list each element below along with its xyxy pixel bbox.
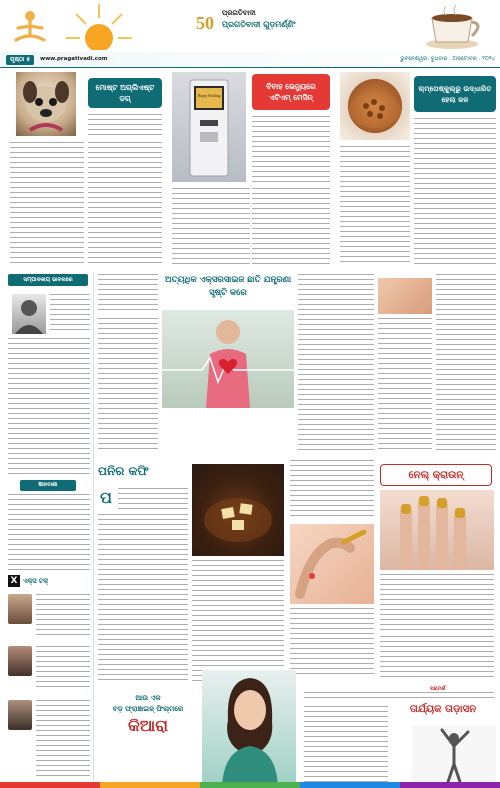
honey-body-right bbox=[414, 118, 496, 266]
person-icon bbox=[12, 294, 46, 334]
runner-chest-pain-icon bbox=[162, 310, 294, 408]
story-yoga bbox=[300, 686, 498, 786]
x-talk-avatar-2 bbox=[8, 646, 32, 676]
yoga-label: ପରାମର୍ଶ bbox=[430, 686, 446, 692]
page-number: ପୃଷ୍ଠା ୫ bbox=[6, 55, 34, 65]
sidebar-quote-text bbox=[8, 494, 90, 570]
meditation-icon bbox=[8, 8, 52, 52]
paneer-intro bbox=[118, 488, 188, 510]
x-logo-icon: X bbox=[8, 575, 20, 587]
kiara-headline-box bbox=[96, 690, 200, 786]
knee-photo bbox=[378, 278, 432, 314]
atm-photo bbox=[172, 72, 246, 182]
dog-body-right bbox=[88, 114, 162, 136]
masthead bbox=[0, 0, 500, 70]
actress-icon bbox=[202, 670, 296, 786]
bottom-color-bar bbox=[0, 782, 500, 788]
atm-screen-text: Happy Wedding bbox=[197, 94, 221, 98]
story-dog bbox=[2, 70, 164, 270]
nail-headline: ନେଲ୍ କ୍ରାଉନ୍ bbox=[380, 464, 492, 486]
yoga-headline: ତାର୍ଯ୍ୟକ ତାଡ଼ାସନ bbox=[409, 704, 477, 715]
exercise-intro-left bbox=[98, 274, 158, 314]
paneer-headline: ପନିର କଫି bbox=[98, 464, 149, 478]
nail-photo-2 bbox=[380, 490, 494, 570]
wedding-atm-headline: ବିବାହ ଭେନ୍ୟୁରେ ଏଟିଏମ୍ ମେସିନ୍ bbox=[252, 74, 330, 110]
x-talk-avatar-1 bbox=[8, 594, 32, 624]
nail-col-bottom bbox=[380, 636, 494, 678]
nail-col-left bbox=[290, 608, 374, 678]
kiara-headline-2: ବଡ଼ ଫ୍ରାଞ୍ଚାଇଜ୍ ଫିଲ୍ମରେ bbox=[112, 705, 184, 713]
website-link[interactable]: www.pragativadi.com bbox=[40, 56, 108, 62]
paneer-col1 bbox=[98, 514, 188, 684]
x-talk-text-3 bbox=[36, 700, 90, 780]
section-name: ପ୍ରଗତିବାଦୀ ଗୁଡ଼ମର୍ଣ୍ଣିଂ bbox=[222, 20, 296, 29]
nail-intro bbox=[290, 460, 374, 520]
columnist-portrait bbox=[12, 294, 46, 334]
sidebar-text-top-right bbox=[50, 294, 90, 334]
dog-body-col1 bbox=[10, 142, 84, 266]
yoga-pose-icon bbox=[412, 726, 496, 784]
exercise-col-left bbox=[98, 318, 158, 452]
story-kiara bbox=[96, 690, 296, 786]
exercise-headline: ଅତ୍ୟଧିକ ଏକ୍ସରସାଇଜ ଛାତି ଯନ୍ତ୍ରଣା ସୃଷ୍ଟି କରେ bbox=[164, 275, 292, 298]
wedding-body-col1 bbox=[172, 188, 250, 266]
coffee-cup-icon bbox=[420, 4, 490, 50]
paneer-col2 bbox=[192, 560, 284, 684]
nail-col-right bbox=[380, 574, 494, 632]
sidebar-column-title: ସମ୍ପାଦକୀୟ ଭାବନାରେ bbox=[8, 274, 88, 286]
story-paneer-coffee bbox=[96, 460, 286, 688]
anniversary-logo: 50 bbox=[196, 12, 214, 33]
honey-photo bbox=[340, 72, 410, 140]
paneer-dropcap: ପ bbox=[100, 488, 112, 507]
story-honey bbox=[336, 70, 498, 270]
kiara-headline-3: କିଆରା bbox=[127, 716, 169, 735]
coffee-bowl-photo bbox=[192, 464, 284, 556]
story-wedding-atm bbox=[166, 70, 334, 270]
story-exercise bbox=[96, 274, 498, 456]
sun-icon bbox=[64, 2, 134, 50]
honey-bowl-icon bbox=[340, 72, 410, 140]
nail-crown-hand-icon bbox=[380, 490, 494, 570]
honey-headline: ଚାମ୍ପେଷ୍କୁଲ୍ରୁ ଉଦ୍ଧାରିତ ହେଲା ଜଳ bbox=[414, 76, 496, 112]
kiara-headline-1: ଆଉ ଏକ bbox=[135, 694, 161, 702]
yoga-text bbox=[304, 706, 388, 784]
x-talk-avatar-3 bbox=[8, 700, 32, 730]
x-talk-text-1 bbox=[36, 594, 90, 638]
dog-icon bbox=[16, 72, 76, 136]
wedding-body-right bbox=[252, 116, 330, 182]
dog-headline: ମୋଷ୍ଟ ଅଗ୍ଲିଏଷ୍ଟ ଡଗ୍ bbox=[88, 78, 162, 108]
wedding-body-col2 bbox=[252, 188, 330, 266]
atm-machine-icon bbox=[172, 72, 246, 182]
masthead-title-box bbox=[222, 8, 352, 38]
dateline: ଭୁବନେଶ୍ୱର, ବୁଧବାର . ଅକ୍ଟୋବର . ୨୦୨୪ bbox=[400, 56, 495, 62]
kiara-photo bbox=[202, 670, 296, 786]
dog-body-col2 bbox=[88, 142, 162, 266]
story-nail-crown bbox=[288, 460, 498, 682]
nail-photo-1 bbox=[290, 524, 374, 604]
paneer-cubes-icon bbox=[192, 464, 284, 556]
paper-name: ପ୍ରଗତିବାଦୀ bbox=[222, 9, 256, 17]
yoga-intro bbox=[304, 692, 494, 702]
sidebar-quote-title: ଜ୍ଞାନବାଣୀ bbox=[20, 480, 76, 491]
nail-art-icon bbox=[290, 524, 374, 604]
exercise-col-right bbox=[436, 274, 496, 452]
honey-body-left bbox=[340, 146, 410, 266]
runner-photo bbox=[162, 310, 294, 408]
x-talk-text-2 bbox=[36, 646, 90, 690]
yoga-pose-photo bbox=[412, 726, 496, 784]
dog-photo bbox=[16, 72, 76, 136]
sidebar bbox=[2, 272, 94, 786]
x-talk-banner: X ଏକ୍ସ ଟକ୍ bbox=[8, 574, 90, 588]
sidebar-text-main bbox=[8, 338, 90, 476]
exercise-col-right2 bbox=[378, 318, 432, 452]
exercise-col-mid bbox=[298, 274, 374, 452]
